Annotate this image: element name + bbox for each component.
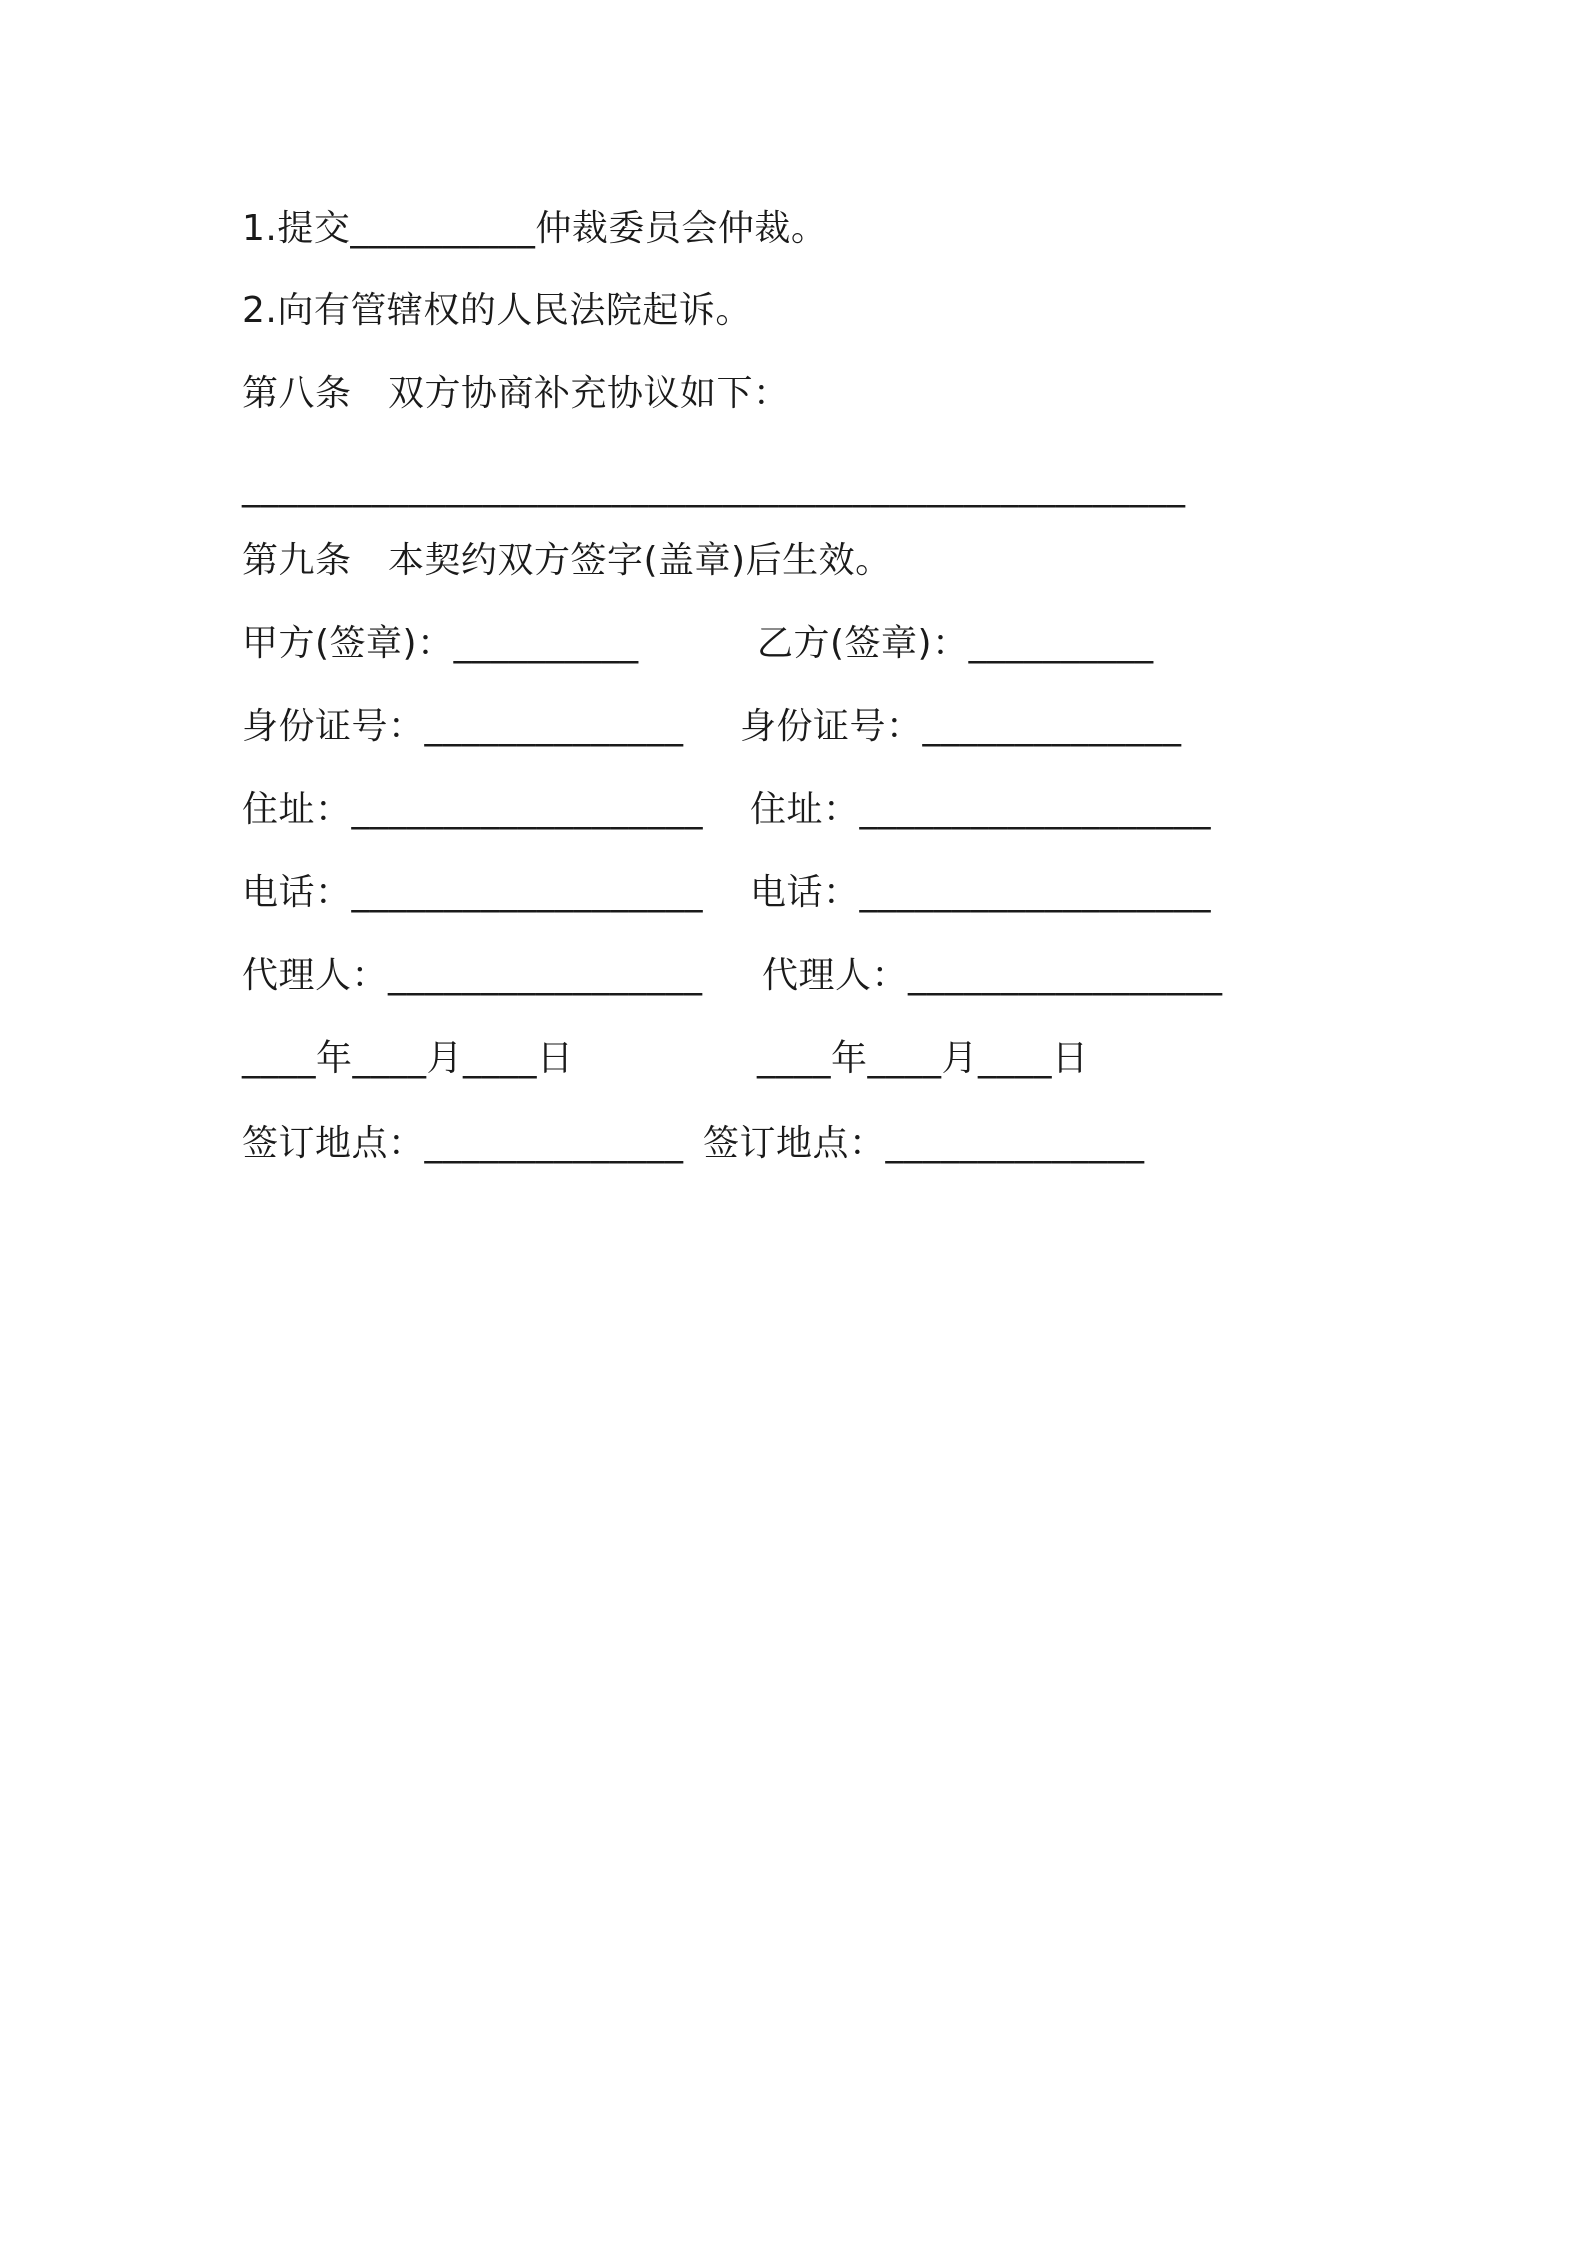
signing-place-b: 签订地点：______________ bbox=[703, 1123, 1145, 1164]
party-b-signature: 乙方(签章)：__________ bbox=[757, 623, 1154, 664]
party-b-id-number: 身份证号：______________ bbox=[740, 706, 1182, 747]
party-a-date: ____年____月____日 bbox=[242, 1038, 574, 1079]
party-b-agent: 代理人：_________________ bbox=[762, 955, 1223, 996]
party-a-phone: 电话：___________________ bbox=[242, 872, 704, 913]
party-b-address: 住址：___________________ bbox=[750, 789, 1212, 830]
party-b-date: ____年____月____日 bbox=[757, 1038, 1089, 1079]
party-b-phone: 电话：___________________ bbox=[750, 872, 1212, 913]
party-a-id-number: 身份证号：______________ bbox=[242, 706, 684, 747]
party-a-signature: 甲方(签章)：__________ bbox=[242, 623, 639, 664]
article-8-heading: 第八条 双方协商补充协议如下： bbox=[242, 373, 790, 414]
party-a-agent: 代理人：_________________ bbox=[242, 955, 703, 996]
article-9-heading: 第九条 本契约双方签字(盖章)后生效。 bbox=[242, 540, 892, 581]
clause-item-1: 1.提交__________仲裁委员会仲裁。 bbox=[242, 208, 828, 249]
party-a-address: 住址：___________________ bbox=[242, 789, 704, 830]
article-8-blank-line: ___________________________________________________ bbox=[242, 467, 1186, 508]
signing-place-a: 签订地点：______________ bbox=[242, 1123, 684, 1164]
clause-item-2: 2.向有管辖权的人民法院起诉。 bbox=[242, 290, 752, 331]
